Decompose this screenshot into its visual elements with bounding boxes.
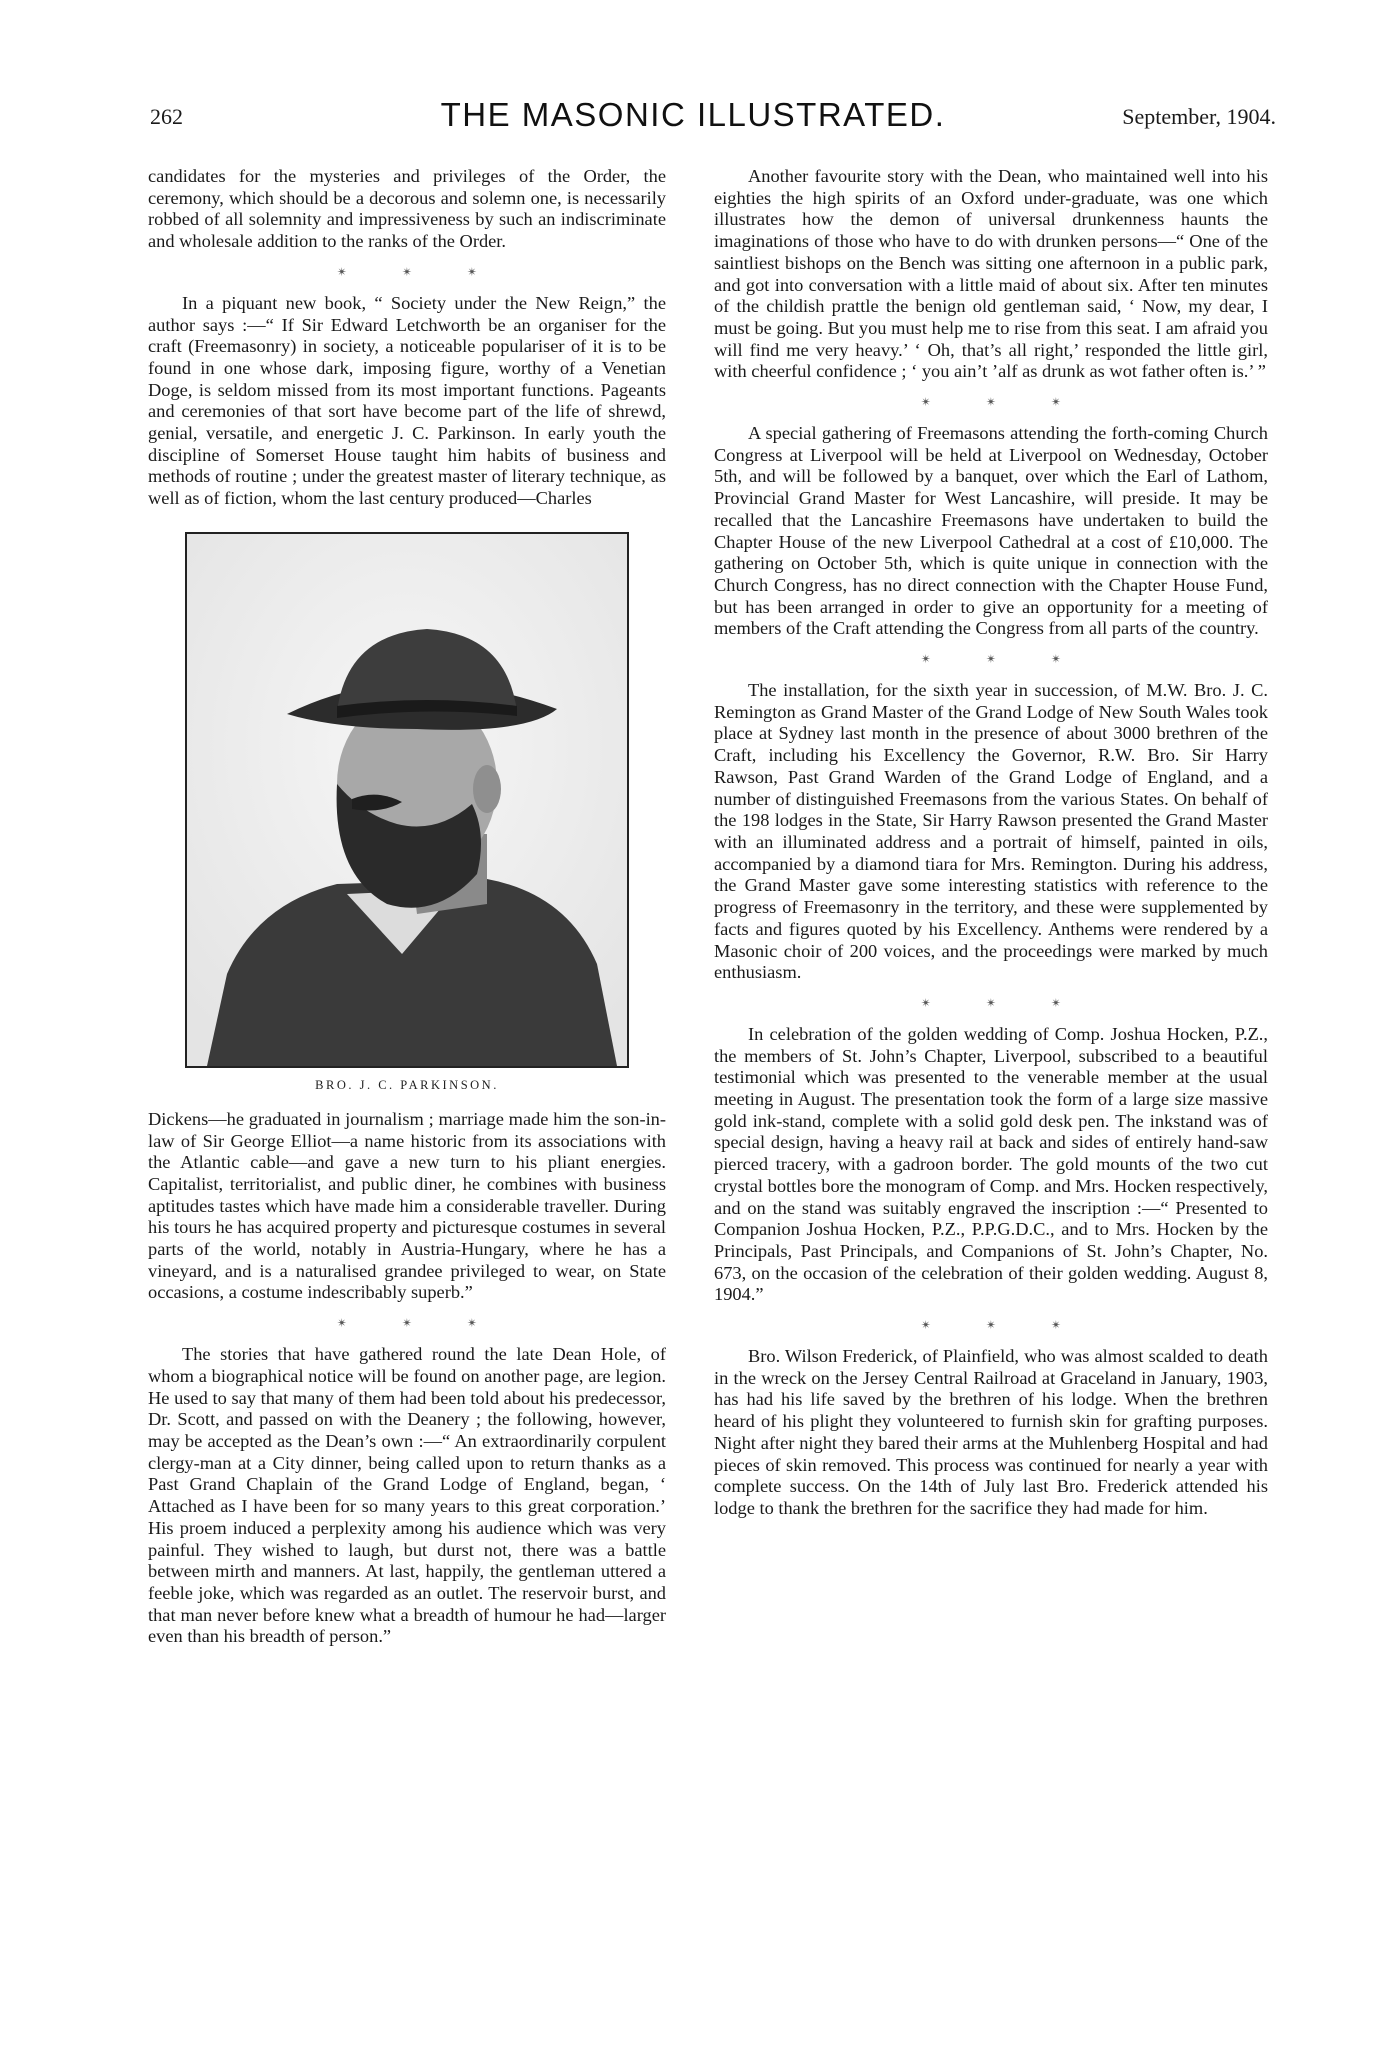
page-number: 262 xyxy=(150,104,183,129)
section-divider-ornament: ✴ ✴ ✴ xyxy=(920,1318,1088,1333)
issue-date: September, 1904. xyxy=(1122,104,1276,129)
page-header xyxy=(0,96,1386,140)
article-paragraph: The installation, for the sixth year in succession, of M.W. Bro. J. C. Remington as Grand Master of the Grand Lodge of New South Wales took place at Sydney last month in the presence of about 3000 brethren of the Craft, including his Excellency the Governor, R.W. Bro. Sir Harry Rawson, Past Grand Warden of the Grand Lodge of England, and a number of distinguished Freemasons from the various States. On behalf of the 198 lodges in the State, Sir Harry Rawson presented the Grand Master with an illuminated address and a portrait of himself, painted in oils, accompanied by a diamond tiara for Mrs. Remington. During his address, the Grand Master gave some interesting statistics with reference to the progress of Freemasonry in the territory, and these were supplemented by facts and figures quoted by his Excellency. Anthems were rendered by a Masonic choir of 200 voices, and the proceedings were marked by much enthusiasm. xyxy=(714,680,1268,983)
left-column xyxy=(148,166,666,1648)
section-divider-ornament: ✴ ✴ ✴ xyxy=(336,1316,504,1331)
publication-title: THE MASONIC ILLUSTRATED. xyxy=(440,96,946,133)
article-paragraph: In celebration of the golden wedding of Comp. Joshua Hocken, P.Z., the members of St. John’s Chapter, Liverpool, subscribed to a beautiful testimonial which was presented to the venerable member at the usual meeting in August. The presentation took the form of a large size massive gold ink-stand, complete with a solid gold desk pen. The inkstand was of special design, having a heavy rail at back and sides of entirely hand-saw pierced tracery, with a gadroon border. The gold mounts of the two cut crystal bottles bore the monogram of Comp. and Mrs. Hocken respectively, and on the stand was suitably engraved the inscription :—“ Presented to Companion Joshua Hocken, P.Z., P.P.G.D.C., and to Mrs. Hocken by the Principals, Past Principals, and Companions of St. John’s Chapter, No. 673, on the occasion of the celebration of their golden wedding. August 8, 1904.” xyxy=(714,1023,1268,1305)
article-paragraph: A special gathering of Freemasons attending the forth-coming Church Congress at Liverpool will be held at Liverpool on Wednesday, October 5th, and will be followed by a banquet, over which the Earl of Lathom, Provincial Grand Master for West Lancashire, will preside. It may be recalled that the Lancashire Freemasons have undertaken to build the Chapter House of the new Liverpool Cathedral at a cost of £10,000. The gathering on October 5th, which is quite unique in connection with the Church Congress, has no direct connection with the Chapter House Fund, but has been arranged in order to give an opportunity for a meeting of members of the Craft attending the Congress from all parts of the country. xyxy=(714,423,1268,639)
article-paragraph: The stories that have gathered round the late Dean Hole, of whom a biographical notice will be found on another page, are legion. He used to say that many of them had been told about his predecessor, Dr. Scott, and passed on with the Deanery ; the following, however, may be accepted as the Dean’s own :—“ An extraordinarily corpulent clergy-man at a City dinner, being called upon to return thanks as a Past Grand Chaplain of the Grand Lodge of England, began, ‘ Attached as I have been for so many years to this great corporation.’ His proem induced a perplexity among his audience which was very painful. They wished to laugh, but durst not, there was a battle between mirth and manners. At last, happily, the gentleman uttered a feeble joke, which was regarded as an outlet. The reservoir burst, and that man never before knew what a breadth of humour he had—larger even than his breadth of person.” xyxy=(148,1344,666,1647)
article-paragraph: candidates for the mysteries and privileges of the Order, the ceremony, which should be a decorous and solemn one, is necessarily robbed of all solemnity and impressiveness by such an indiscriminate and wholesale addition to the ranks of the Order. xyxy=(148,166,666,252)
section-divider-ornament: ✴ ✴ ✴ xyxy=(920,652,1088,667)
section-divider-ornament: ✴ ✴ ✴ xyxy=(920,395,1088,410)
section-divider-ornament: ✴ ✴ ✴ xyxy=(336,264,504,279)
article-paragraph: Dickens—he graduated in journalism ; marriage made him the son-in-law of Sir George Elliot—a name historic from its associations with the Atlantic cable—and gave a new turn to his pliant energies. Capitalist, territorialist, and public diner, he combines with business aptitudes tastes which have made him a considerable traveller. During his tours he has acquired property and picturesque costumes in several parts of the world, notably in Austria-Hungary, where he has a vineyard, and is a naturalised grandee privileged to wear, on State occasions, a costume indescribably superb.” xyxy=(148,1108,666,1303)
portrait-photo xyxy=(185,532,629,1068)
article-paragraph: Bro. Wilson Frederick, of Plainfield, who was almost scalded to death in the wreck on the Jersey Central Railroad at Graceland in January, 1903, has had his life saved by the brethren of his lodge. When the brethren heard of his plight they volunteered to furnish skin for grafting purposes. Night after night they bared their arms at the Muhlenberg Hospital and had pieces of skin removed. This process was continued for nearly a year with complete success. On the 14th of July last Bro. Frederick attended his lodge to thank the brethren for the sacrifice they had made for him. xyxy=(714,1346,1268,1518)
article-paragraph: In a piquant new book, “ Society under the New Reign,” the author says :—“ If Sir Edward Letchworth be an organiser for the craft (Freemasonry) in society, a noticeable populariser of it is to be found in one whose dark, imposing figure, worthy of a Venetian Doge, is seldom missed from its most important functions. Pageants and ceremonies of that sort have become part of the life of shrewd, genial, versatile, and energetic J. C. Parkinson. In early youth the discipline of Somerset House taught him habits of business and methods of routine ; under the greatest master of literary technique, as well as of fiction, whom the last century produced—Charles xyxy=(148,292,666,509)
figure-caption: BRO. J. C. PARKINSON. xyxy=(315,1077,499,1092)
right-column xyxy=(714,166,1268,1520)
section-divider-ornament: ✴ ✴ ✴ xyxy=(920,995,1088,1010)
article-paragraph: Another favourite story with the Dean, who maintained well into his eighties the high spirits of an Oxford under-graduate, was one which illustrates how the demon of universal drunkenness haunts the imaginations of those who have to do with drunken persons—“ One of the saintliest bishops on the Bench was sitting one afternoon in a public park, and got into conversation with a little maid of about six. After ten minutes of the childish prattle the benign old gentleman said, ‘ Now, my dear, I must be going. But you must help me to rise from this seat. I am afraid you will find me very heavy.’ ‘ Oh, that’s all right,’ responded the little girl, with cheerful confidence ; ‘ you ain’t ’alf as drunk as wot father often is.’ ” xyxy=(714,166,1268,382)
portrait-illustration xyxy=(187,534,627,1066)
ear-shape xyxy=(473,765,501,813)
portrait-figure xyxy=(185,532,629,1093)
